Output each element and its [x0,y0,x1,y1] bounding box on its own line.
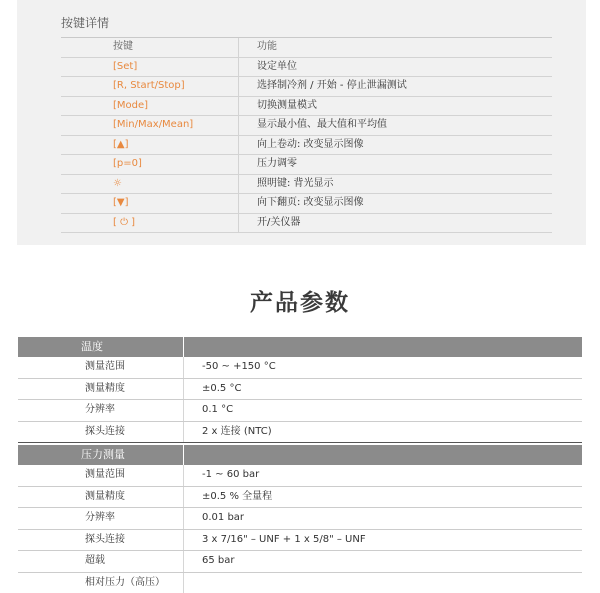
key-row [61,175,552,195]
key-table-header [61,38,552,58]
key-function: 向下翻页: 改变显示图像 [239,194,364,213]
key-name: [R, Start/Stop] [61,77,239,96]
spec-label: 探头连接 [18,530,184,551]
key-function: 显示最小值、最大值和平均值 [239,116,387,135]
spec-row [18,357,582,379]
spec-value: ±0.5 % 全量程 [184,487,272,508]
key-name: [p=0] [61,155,239,174]
spec-value: -1 ~ 60 bar [184,465,259,486]
key-row [61,97,552,117]
key-function: 切换测量模式 [239,97,317,116]
spec-label: 测量范围 [18,357,184,378]
key-name: [Mode] [61,97,239,116]
key-name: [▼] [61,194,239,213]
key-column-header: 按键 [61,38,239,57]
spec-value [184,573,202,593]
temperature-heading: 温度 [18,337,184,357]
spec-row [18,508,582,530]
key-row [61,77,552,97]
key-row [61,136,552,156]
spec-row [18,400,582,422]
spec-value: 0.01 bar [184,508,244,529]
key-name: [Min/Max/Mean] [61,116,239,135]
spec-value: 65 bar [184,551,235,572]
pressure-heading: 压力测量 [18,445,184,465]
backlight-key-icon: ☼ [61,175,239,194]
spec-value: 3 x 7/16" – UNF + 1 x 5/8" – UNF [184,530,366,551]
spec-row [18,422,582,444]
pressure-heading-row [18,445,582,465]
spec-label: 测量精度 [18,487,184,508]
spec-value: 0.1 °C [184,400,233,421]
key-name: [▲] [61,136,239,155]
spec-value: -50 ~ +150 °C [184,357,276,378]
spec-label: 测量精度 [18,379,184,400]
key-name: [Set] [61,58,239,77]
spec-row [18,530,582,552]
spec-value: 2 x 连接 (NTC) [184,422,272,443]
key-function: 开/关仪器 [239,214,300,233]
power-key-icon: [ ⏻ ] [61,214,239,233]
spec-row [18,487,582,509]
spec-value: ±0.5 °C [184,379,241,400]
key-details-title: 按键详情 [61,14,109,31]
key-row [61,214,552,234]
key-function: 向上卷动: 改变显示图像 [239,136,364,155]
temperature-heading-row [18,337,582,357]
spec-label: 探头连接 [18,422,184,443]
temperature-spec-table [18,337,582,443]
key-row [61,116,552,136]
key-row [61,194,552,214]
spec-label: 超载 [18,551,184,572]
key-details-table [61,37,552,233]
spec-label: 测量范围 [18,465,184,486]
spec-label: 分辨率 [18,400,184,421]
spec-row [18,573,582,593]
key-function: 压力调零 [239,155,297,174]
key-function: 设定单位 [239,58,297,77]
product-params-title: 产品参数 [0,284,600,317]
pressure-spec-table [18,445,582,593]
spec-row [18,465,582,487]
key-function: 选择制冷剂 / 开始 - 停止泄漏测试 [239,77,407,96]
spec-row [18,379,582,401]
key-details-panel [17,0,586,245]
key-function: 照明键: 背光显示 [239,175,334,194]
spec-label: 相对压力（高压） [18,573,184,593]
key-row [61,155,552,175]
function-column-header: 功能 [239,38,277,57]
spec-row [18,551,582,573]
spec-label: 分辨率 [18,508,184,529]
key-row [61,58,552,78]
